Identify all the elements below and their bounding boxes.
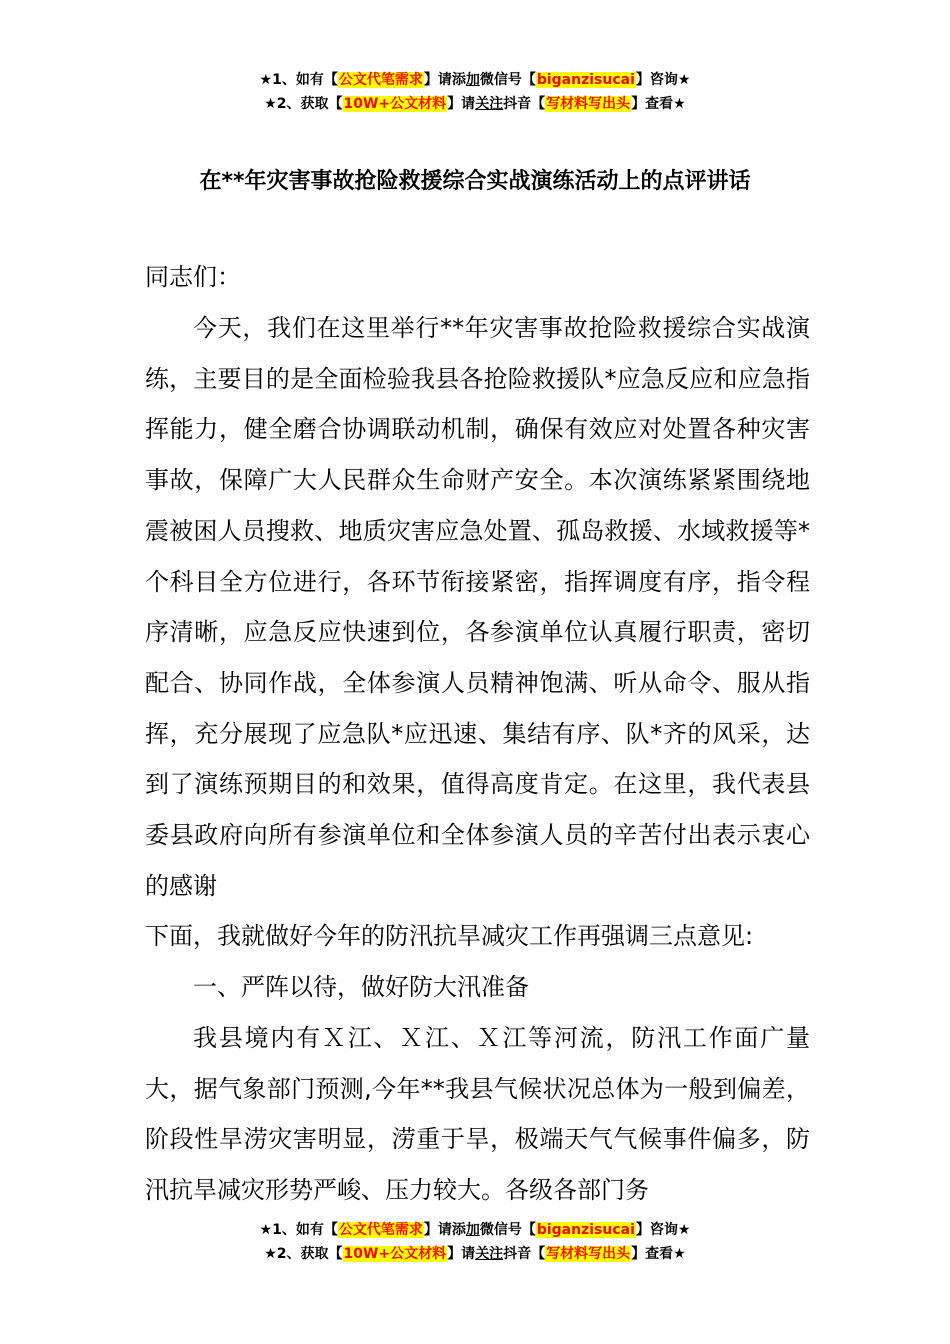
promo-line-1 xyxy=(0,68,950,92)
promo-highlight: 10W+公文材料 xyxy=(343,1246,447,1262)
promo-text: 微信号【 xyxy=(479,1222,536,1238)
promo-text: 】查看★ xyxy=(631,1246,686,1262)
paragraph-1: 今天，我们在这里举行**年灾害事故抢险救援综合实战演练，主要目的是全面检验我县各抢险救援队*应急反应和应急指挥能力，健全磨合协调联动机制，确保有效应对处置各种灾害事故，保障广大人民群众生命财产安全。本次演练紧紧围绕地震被困人员搜救、地质灾害应急处置、孤岛救援、水域救援等*个科目全方位进行，各环节衔接紧密，指挥调度有序，指令程序清晰，应急反应快速到位，各参演单位认真履行职责，密切配合、协同作战，全体参演人员精神饱满、听从命令、服从指挥，充分展现了应急队*应迅速、集结有序、队*齐的风采，达到了演练预期目的和效果，值得高度肯定。在这里，我代表县委县政府向所有参演单位和全体参演人员的辛苦付出表示衷心的感谢 xyxy=(145,314,810,900)
promo-text: 】咨询★ xyxy=(635,1222,691,1238)
promo-highlight: 写材料写出头 xyxy=(546,96,631,112)
promo-highlight: 公文代笔需求 xyxy=(338,72,423,88)
promo-text: 微信号【 xyxy=(479,72,536,88)
promo-text: 】咨询★ xyxy=(635,72,691,88)
promo-line-1 xyxy=(0,1218,950,1242)
promo-text: 】请 xyxy=(447,96,476,112)
promo-highlight: biganzisucai xyxy=(536,72,635,88)
promo-highlight: biganzisucai xyxy=(536,1222,635,1238)
promo-underline: 加 xyxy=(465,1222,480,1238)
promo-underline: 关注 xyxy=(475,1246,504,1262)
promo-highlight: 写材料写出头 xyxy=(546,1246,631,1262)
promo-highlight: 10W+公文材料 xyxy=(343,96,447,112)
promo-text: ★1、如有【 xyxy=(259,1222,338,1238)
promo-text: 】请 xyxy=(447,1246,476,1262)
promo-text: ★2、获取【 xyxy=(264,1246,343,1262)
footer-promo-banner xyxy=(0,1218,950,1266)
section-heading-1: 一、严阵以待，做好防大汛准备 xyxy=(193,973,529,1002)
promo-text: 抖音【 xyxy=(503,96,546,112)
promo-text: 】请添 xyxy=(423,72,466,88)
promo-line-2 xyxy=(0,1242,950,1266)
promo-line-2 xyxy=(0,92,950,116)
header-promo-banner xyxy=(0,68,950,116)
promo-text: 】查看★ xyxy=(631,96,686,112)
salutation: 同志们： xyxy=(145,263,241,291)
document-title: 在**年灾害事故抢险救援综合实战演练活动上的点评讲话 xyxy=(199,169,751,194)
paragraph-3: 我县境内有Ｘ江、Ｘ江、Ｘ江等河流，防汛工作面广量大，据气象部门预测,今年**我县气候状况总体为一般到偏差，阶段性旱涝灾害明显，涝重于旱，极端天气气候事件偏多，防汛抗旱减灾形势严峻、压力较大。各级各部门务 xyxy=(145,1023,810,1204)
promo-text: ★1、如有【 xyxy=(259,72,338,88)
promo-text: ★2、获取【 xyxy=(264,96,343,112)
promo-text: 抖音【 xyxy=(503,1246,546,1262)
promo-underline: 关注 xyxy=(475,96,504,112)
paragraph-2: 下面，我就做好今年的防汛抗旱减灾工作再强调三点意见: xyxy=(145,922,754,951)
promo-text: 】请添 xyxy=(423,1222,466,1238)
promo-underline: 加 xyxy=(465,72,480,88)
promo-highlight: 公文代笔需求 xyxy=(338,1222,423,1238)
document-body xyxy=(145,303,810,1216)
